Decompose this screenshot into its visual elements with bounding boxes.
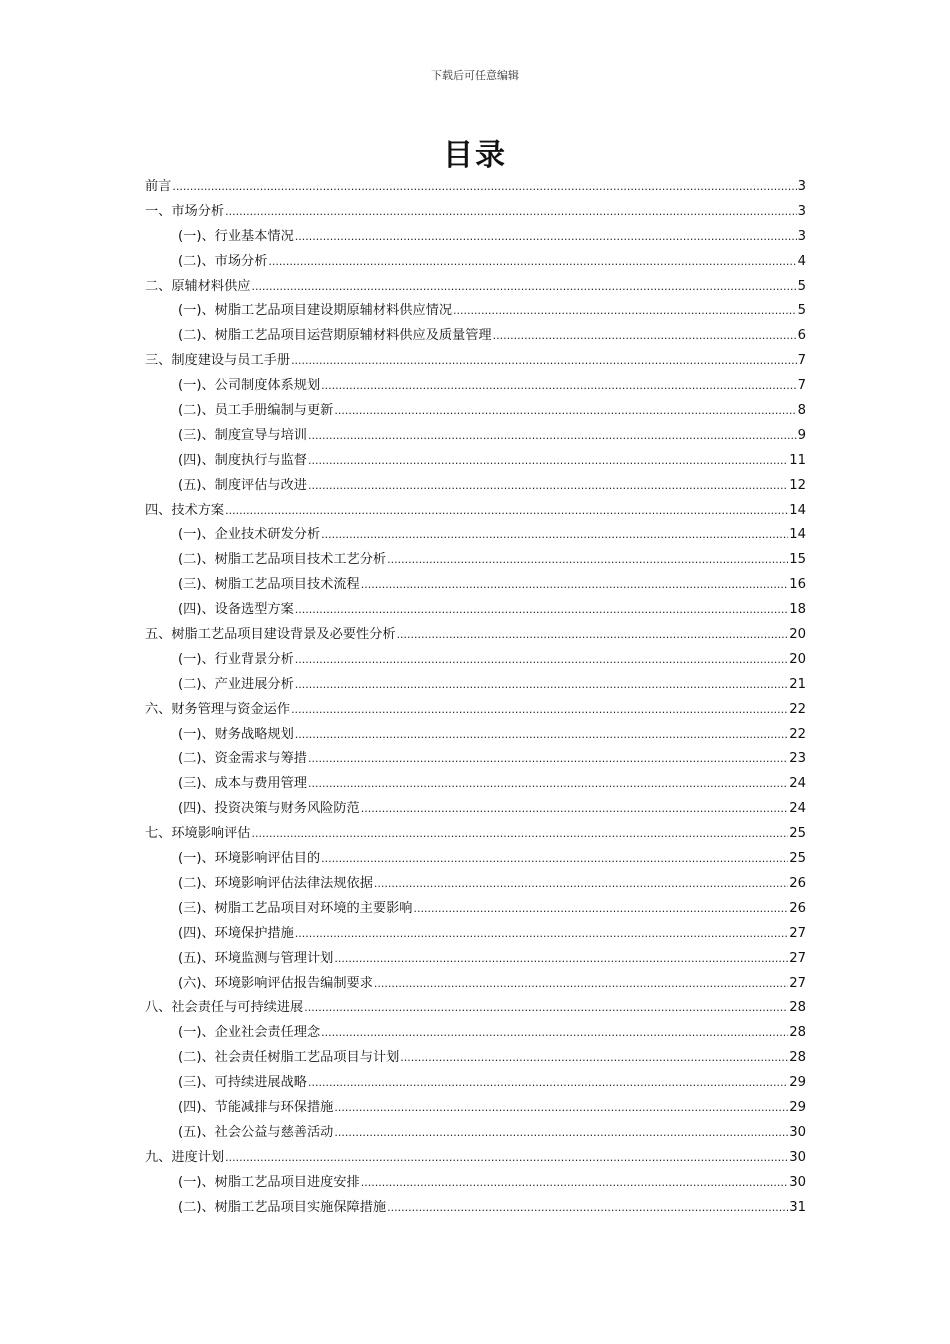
toc-dot-leader	[334, 1121, 788, 1146]
toc-entry-page-number: 30	[789, 1149, 806, 1165]
toc-entry-page-number: 29	[789, 1075, 806, 1091]
toc-entry[interactable]	[145, 449, 806, 474]
toc-dot-leader	[361, 1171, 788, 1196]
toc-entry-label: (五)、制度评估与改进	[178, 477, 307, 493]
page-title: 目录	[443, 138, 507, 173]
toc-entry-label: (四)、环境保护措施	[178, 925, 294, 941]
toc-dot-leader	[334, 1096, 788, 1121]
toc-entry-page-number: 22	[789, 726, 806, 742]
toc-entry[interactable]	[145, 499, 806, 524]
toc-dot-leader	[295, 922, 788, 947]
toc-entry-label: (二)、产业进展分析	[178, 676, 294, 692]
toc-entry[interactable]	[145, 374, 806, 399]
toc-dot-leader	[334, 947, 788, 972]
toc-entry-label: (一)、企业技术研发分析	[178, 527, 321, 543]
toc-entry-label: (一)、公司制度体系规划	[178, 378, 321, 394]
toc-dot-leader	[321, 847, 788, 872]
toc-entry-label: 四、技术方案	[145, 502, 225, 518]
toc-dot-leader	[308, 772, 788, 797]
toc-entry-page-number: 5	[797, 303, 806, 319]
toc-entry[interactable]	[145, 250, 806, 275]
toc-entry[interactable]	[145, 797, 806, 822]
toc-entry[interactable]	[145, 573, 806, 598]
toc-entry-label: (二)、资金需求与筹措	[178, 751, 307, 767]
toc-entry[interactable]	[145, 996, 806, 1021]
toc-entry-label: (三)、树脂工艺品项目技术流程	[178, 577, 360, 593]
toc-dot-leader	[387, 548, 788, 573]
toc-entry-page-number: 27	[789, 925, 806, 941]
toc-dot-leader	[374, 872, 788, 897]
toc-entry[interactable]	[145, 424, 806, 449]
toc-entry-page-number: 30	[789, 1174, 806, 1190]
toc-entry-page-number: 28	[789, 1000, 806, 1016]
toc-entry-page-number: 4	[797, 253, 806, 269]
toc-entry[interactable]	[145, 548, 806, 573]
toc-dot-leader	[252, 275, 797, 300]
toc-dot-leader	[400, 1046, 788, 1071]
toc-dot-leader	[295, 225, 797, 250]
toc-entry-label: (四)、投资决策与财务风险防范	[178, 801, 360, 817]
toc-entry[interactable]	[145, 822, 806, 847]
toc-entry-page-number: 11	[789, 452, 806, 468]
toc-entry-page-number: 12	[789, 477, 806, 493]
page-header-note: 下载后可任意编辑	[431, 69, 519, 82]
toc-dot-leader	[321, 523, 788, 548]
toc-dot-leader	[172, 175, 796, 200]
toc-entry-page-number: 20	[789, 627, 806, 643]
toc-entry-label: (一)、树脂工艺品项目建设期原辅材料供应情况	[178, 303, 453, 319]
toc-entry-page-number: 6	[797, 328, 806, 344]
toc-entry-label: (二)、树脂工艺品项目技术工艺分析	[178, 552, 387, 568]
toc-entry-label: 九、进度计划	[145, 1149, 225, 1165]
toc-entry-label: 二、原辅材料供应	[145, 278, 251, 294]
toc-entry-label: (一)、树脂工艺品项目进度安排	[178, 1174, 360, 1190]
toc-entry[interactable]	[145, 1096, 806, 1121]
toc-dot-leader	[308, 1071, 788, 1096]
toc-dot-leader	[361, 797, 788, 822]
toc-dot-leader	[225, 200, 796, 225]
toc-entry[interactable]	[145, 349, 806, 374]
toc-dot-leader	[252, 822, 789, 847]
toc-dot-leader	[334, 399, 796, 424]
toc-dot-leader	[295, 673, 788, 698]
toc-entry-label: (二)、树脂工艺品项目运营期原辅材料供应及质量管理	[178, 328, 492, 344]
toc-entry-label: 六、财务管理与资金运作	[145, 701, 291, 717]
toc-dot-leader	[295, 723, 788, 748]
toc-dot-leader	[308, 747, 788, 772]
toc-dot-leader	[453, 299, 797, 324]
toc-entry[interactable]	[145, 523, 806, 548]
toc-entry[interactable]	[145, 1171, 806, 1196]
toc-entry-label: (五)、社会公益与慈善活动	[178, 1124, 334, 1140]
toc-entry-page-number: 16	[789, 577, 806, 593]
toc-dot-leader	[304, 996, 788, 1021]
toc-entry-label: (二)、员工手册编制与更新	[178, 403, 334, 419]
toc-entry-label: (二)、树脂工艺品项目实施保障措施	[178, 1199, 387, 1215]
toc-entry[interactable]	[145, 897, 806, 922]
toc-dot-leader	[308, 449, 788, 474]
toc-entry-label: (四)、节能减排与环保措施	[178, 1099, 334, 1115]
toc-entry-page-number: 29	[789, 1099, 806, 1115]
toc-entry[interactable]	[145, 947, 806, 972]
toc-entry[interactable]	[145, 772, 806, 797]
toc-dot-leader	[387, 1196, 788, 1221]
toc-dot-leader	[225, 499, 788, 524]
toc-dot-leader	[321, 1021, 788, 1046]
toc-entry[interactable]	[145, 698, 806, 723]
toc-entry-label: (二)、社会责任树脂工艺品项目与计划	[178, 1050, 400, 1066]
toc-entry[interactable]	[145, 847, 806, 872]
toc-entry-page-number: 3	[797, 228, 806, 244]
toc-entry[interactable]	[145, 399, 806, 424]
toc-entry-page-number: 20	[789, 651, 806, 667]
toc-entry-label: (一)、环境影响评估目的	[178, 851, 321, 867]
toc-entry-page-number: 26	[789, 875, 806, 891]
toc-entry-label: (三)、树脂工艺品项目对环境的主要影响	[178, 900, 413, 916]
toc-entry-label: 前言	[145, 179, 172, 194]
toc-entry-page-number: 21	[789, 676, 806, 692]
toc-entry[interactable]	[145, 175, 806, 200]
toc-entry-label: (六)、环境影响评估报告编制要求	[178, 975, 373, 991]
toc-dot-leader	[308, 424, 797, 449]
toc-entry-page-number: 27	[789, 950, 806, 966]
toc-entry-page-number: 7	[797, 378, 806, 394]
toc-entry-label: (五)、环境监测与管理计划	[178, 950, 334, 966]
toc-entry-page-number: 25	[789, 851, 806, 867]
toc-entry[interactable]	[145, 872, 806, 897]
toc-entry-page-number: 14	[789, 527, 806, 543]
toc-entry-page-number: 8	[797, 403, 806, 419]
toc-entry-page-number: 31	[789, 1199, 806, 1215]
toc-entry-label: 五、树脂工艺品项目建设背景及必要性分析	[145, 627, 396, 643]
toc-entry-label: (三)、成本与费用管理	[178, 776, 307, 792]
toc-dot-leader	[397, 623, 789, 648]
toc-entry-page-number: 3	[797, 179, 806, 194]
toc-entry[interactable]	[145, 324, 806, 349]
toc-dot-leader	[321, 374, 796, 399]
toc-entry[interactable]	[145, 972, 806, 997]
toc-entry-page-number: 28	[789, 1025, 806, 1041]
toc-entry-page-number: 15	[789, 552, 806, 568]
toc-entry-label: 三、制度建设与员工手册	[145, 353, 291, 369]
toc-entry-label: 一、市场分析	[145, 203, 225, 219]
toc-entry-page-number: 28	[789, 1050, 806, 1066]
toc-dot-leader	[268, 250, 796, 275]
toc-entry[interactable]	[145, 1021, 806, 1046]
toc-entry-page-number: 22	[789, 701, 806, 717]
toc-entry[interactable]	[145, 1196, 806, 1221]
toc-entry-page-number: 25	[789, 826, 806, 842]
toc-entry-page-number: 5	[797, 278, 806, 294]
toc-entry-label: (四)、设备选型方案	[178, 602, 294, 618]
toc-entry-label: (三)、可持续进展战略	[178, 1075, 307, 1091]
toc-entry-label: (一)、行业基本情况	[178, 228, 294, 244]
toc-entry-label: (二)、市场分析	[178, 253, 268, 269]
toc-dot-leader	[493, 324, 797, 349]
toc-entry[interactable]	[145, 275, 806, 300]
toc-entry-label: (四)、制度执行与监督	[178, 452, 307, 468]
toc-entry-page-number: 30	[789, 1124, 806, 1140]
toc-entry[interactable]	[145, 1071, 806, 1096]
toc-entry[interactable]	[145, 299, 806, 324]
toc-entry[interactable]	[145, 747, 806, 772]
toc-entry-page-number: 27	[789, 975, 806, 991]
toc-dot-leader	[295, 648, 788, 673]
toc-entry-label: (一)、行业背景分析	[178, 651, 294, 667]
toc-entry-label: (三)、制度宣导与培训	[178, 427, 307, 443]
toc-entry[interactable]	[145, 648, 806, 673]
toc-entry-page-number: 24	[789, 801, 806, 817]
toc-dot-leader	[361, 573, 788, 598]
toc-entry[interactable]	[145, 623, 806, 648]
toc-entry[interactable]	[145, 1146, 806, 1171]
toc-dot-leader	[413, 897, 788, 922]
toc-entry[interactable]	[145, 1121, 806, 1146]
toc-entry-page-number: 24	[789, 776, 806, 792]
toc-entry-label: (一)、企业社会责任理念	[178, 1025, 321, 1041]
toc-entry[interactable]	[145, 474, 806, 499]
toc-entry-page-number: 9	[797, 427, 806, 443]
toc-entry-label: (一)、财务战略规划	[178, 726, 294, 742]
toc-entry[interactable]	[145, 673, 806, 698]
toc-entry-label: 八、社会责任与可持续进展	[145, 1000, 304, 1016]
toc-dot-leader	[291, 349, 797, 374]
toc-entry[interactable]	[145, 225, 806, 250]
toc-entry-page-number: 26	[789, 900, 806, 916]
toc-entry[interactable]	[145, 1046, 806, 1071]
toc-entry-page-number: 7	[797, 353, 806, 369]
toc-dot-leader	[225, 1146, 788, 1171]
toc-entry[interactable]	[145, 922, 806, 947]
toc-entry-label: (二)、环境影响评估法律法规依据	[178, 875, 373, 891]
toc-entry-page-number: 14	[789, 502, 806, 518]
table-of-contents	[145, 175, 806, 1220]
toc-dot-leader	[308, 474, 788, 499]
toc-dot-leader	[374, 972, 788, 997]
toc-entry-label: 七、环境影响评估	[145, 826, 251, 842]
toc-dot-leader	[295, 598, 788, 623]
toc-entry-page-number: 18	[789, 602, 806, 618]
toc-entry-page-number: 23	[789, 751, 806, 767]
toc-dot-leader	[291, 698, 788, 723]
toc-entry-page-number: 3	[797, 203, 806, 219]
toc-entry[interactable]	[145, 723, 806, 748]
toc-entry[interactable]	[145, 200, 806, 225]
toc-entry[interactable]	[145, 598, 806, 623]
